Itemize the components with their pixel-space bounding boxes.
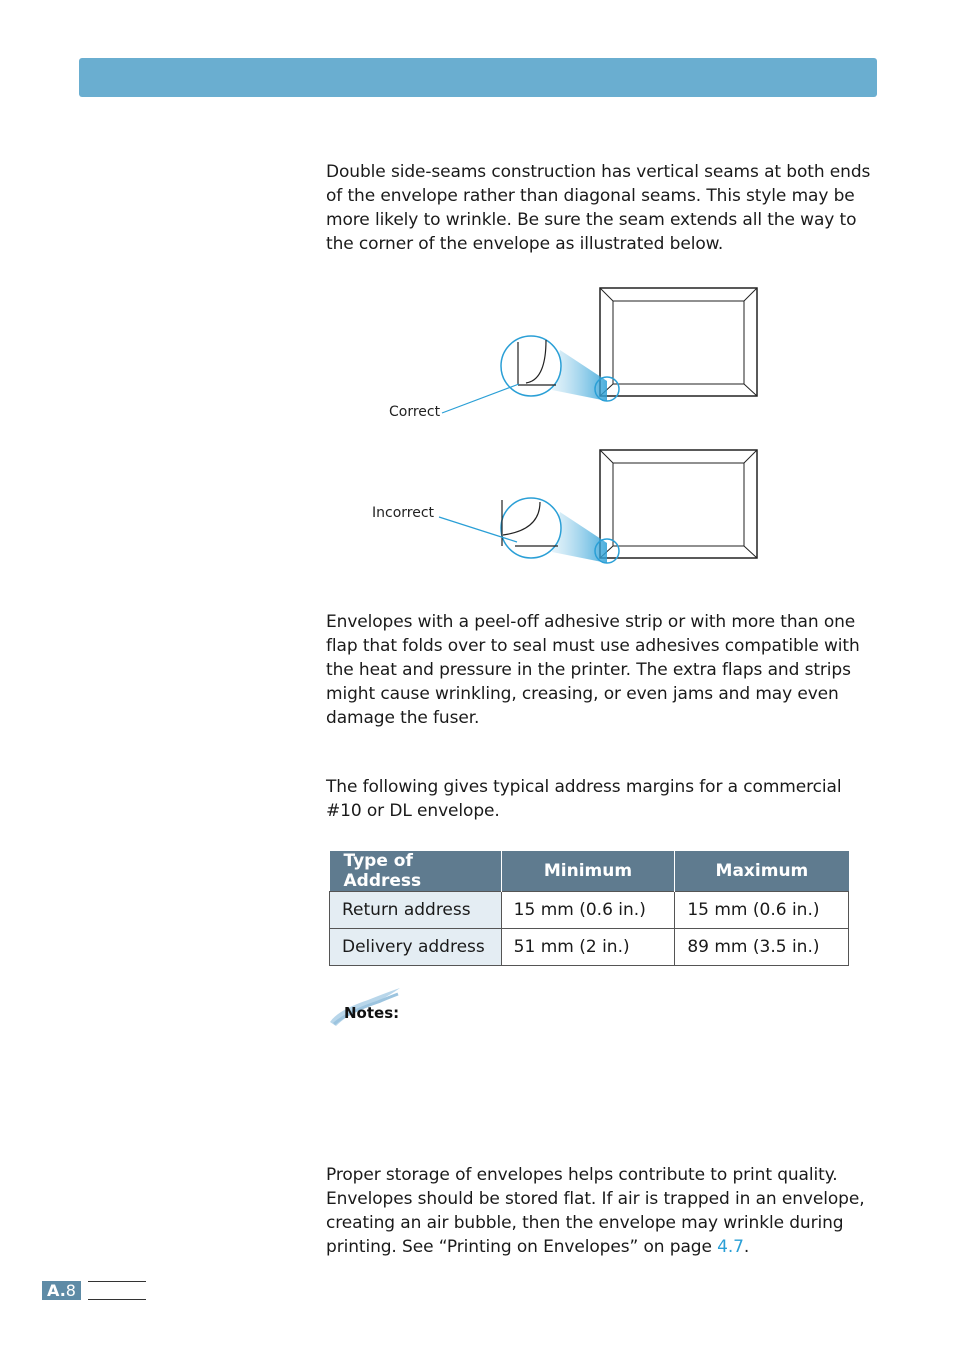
storage-period: . <box>743 1237 750 1257</box>
column-header: Maximum <box>675 851 849 892</box>
column-header: Type of Address <box>330 851 502 892</box>
table-header-row <box>330 851 849 892</box>
table-cell: Return address <box>330 892 502 929</box>
chapter-letter: A. <box>47 1281 66 1300</box>
table-row <box>330 929 849 966</box>
paragraph-margins-intro: The following gives typical address margins for a commercial #10 or DL envelope. <box>326 777 842 821</box>
notes-callout <box>328 984 418 1028</box>
header-bar <box>79 58 877 97</box>
notes-label: Notes: <box>344 1004 400 1022</box>
paragraph-adhesive: Envelopes with a peel-off adhesive strip or with more than one flap that folds over to seal must use adhesives compatible with the heat and pressure in the printer. The extra flaps and strips might cause wrinkling, creasing, or even jams and may even damage the fuser. <box>326 612 860 728</box>
page-number: 8 <box>65 1281 76 1300</box>
correct-label: Correct <box>389 404 441 420</box>
table-cell: 15 mm (0.6 in.) <box>501 892 675 929</box>
paragraph-seams: Double side-seams construction has vertical seams at both ends of the envelope rather than diagonal seams. This style may be more likely to wrinkle. Be sure the seam extends all the way to the corner of the envelope as illustrated below. <box>326 162 871 254</box>
page-link[interactable]: 4.7 <box>717 1237 744 1257</box>
table-row <box>330 892 849 929</box>
envelope-seam-illustration <box>360 280 780 580</box>
address-margins-table <box>329 851 849 966</box>
paragraph-storage <box>326 1163 874 1259</box>
incorrect-label: Incorrect <box>372 505 435 521</box>
table-cell: Delivery address <box>330 929 502 966</box>
footer-rule <box>88 1281 146 1282</box>
correct-envelope <box>442 288 757 413</box>
table-cell: 15 mm (0.6 in.) <box>675 892 849 929</box>
table-cell: 89 mm (3.5 in.) <box>675 929 849 966</box>
footer-rule <box>88 1299 146 1300</box>
incorrect-envelope <box>439 450 757 563</box>
column-header: Minimum <box>501 851 675 892</box>
table-cell: 51 mm (2 in.) <box>501 929 675 966</box>
storage-text: Proper storage of envelopes helps contribute to print quality. Envelopes should be stored flat. If air is trapped in an envelope, creating an air bubble, then the envelope may wrinkle during printing. See “Printing on Envelopes” on page <box>326 1165 865 1257</box>
page-number-badge <box>42 1281 81 1300</box>
